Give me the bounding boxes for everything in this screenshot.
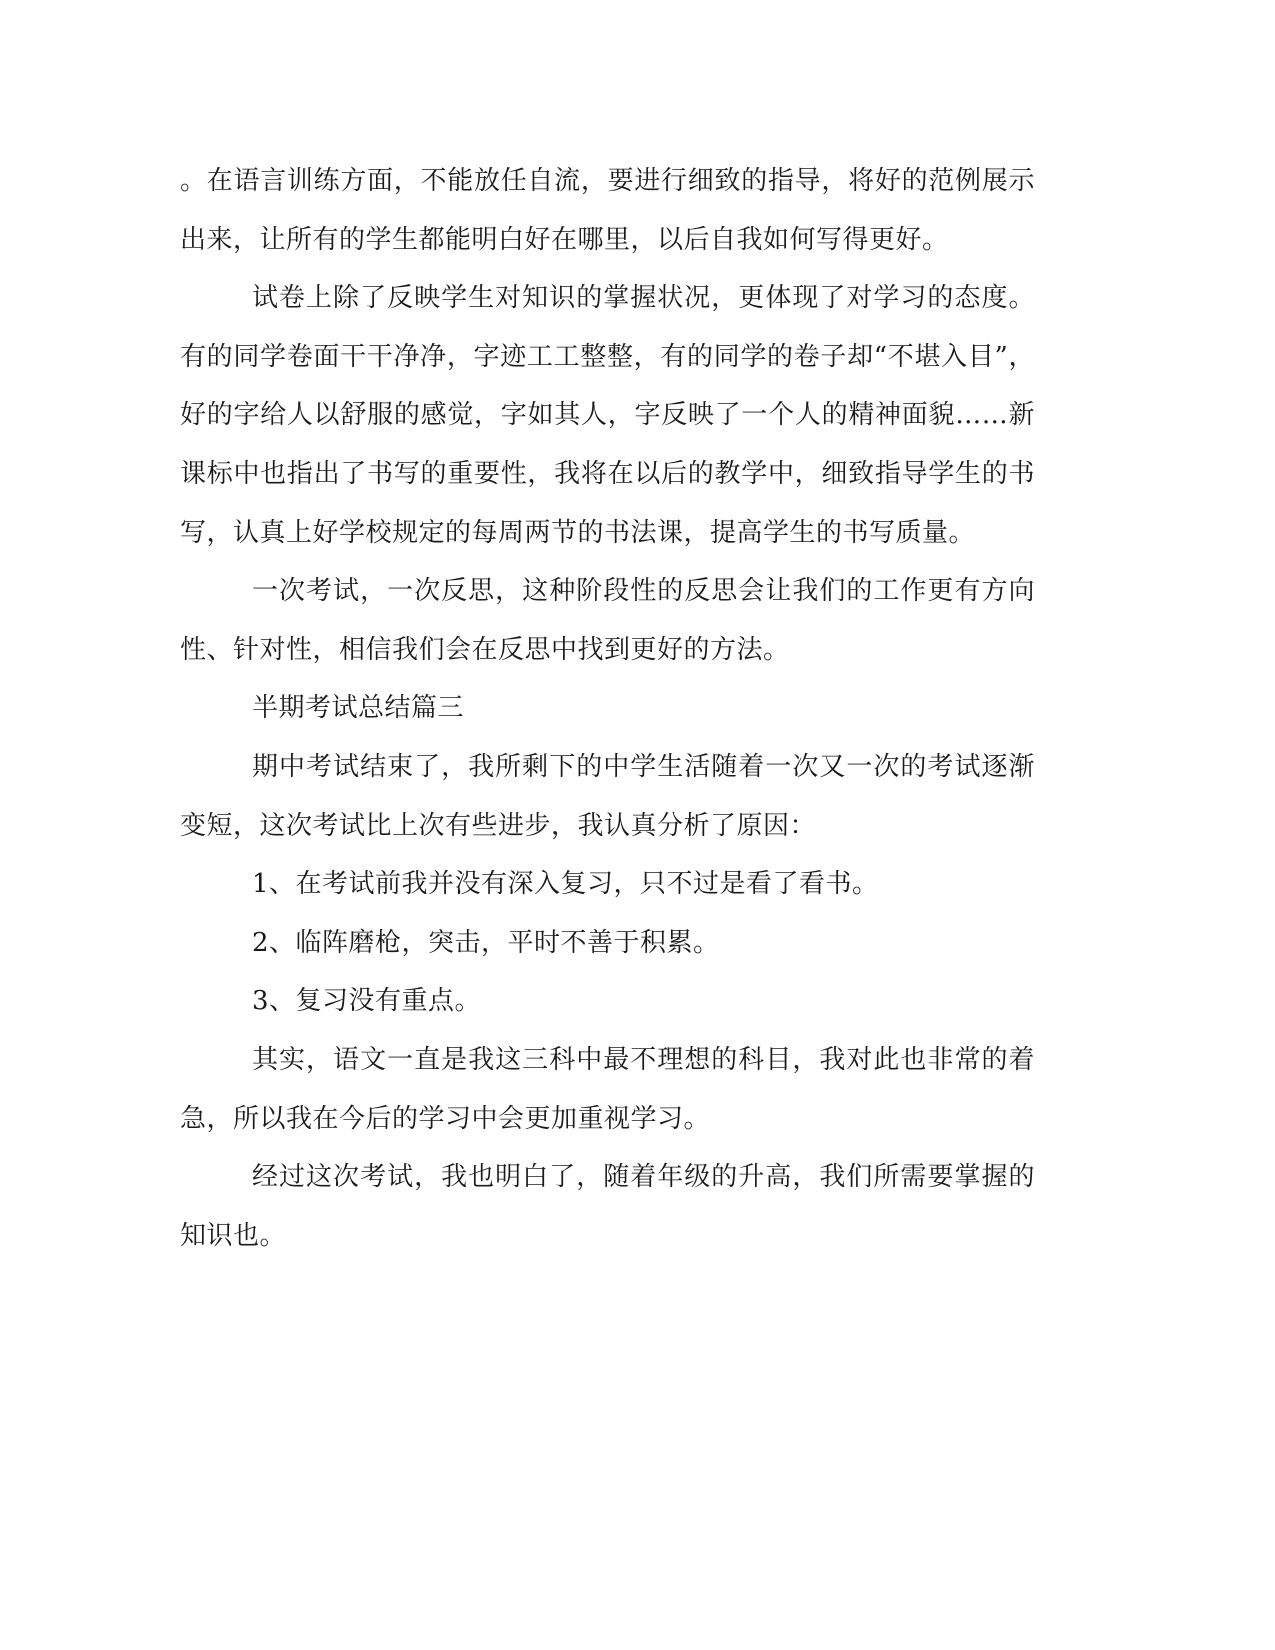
paragraph-chinese-subject: 其实，语文一直是我这三科中最不理想的科目，我对此也非常的着急，所以我在今后的学习中会更加重视学习。 bbox=[180, 1044, 1035, 1134]
paragraph-midterm-intro: 期中考试结束了，我所剩下的中学生活随着一次又一次的考试逐渐变短，这次考试比上次有些进步，我认真分析了原因： bbox=[180, 751, 1035, 841]
list-item-1: 1、在考试前我并没有深入复习，只不过是看了看书。 bbox=[252, 869, 879, 900]
section-heading: 半期考试总结篇三 bbox=[252, 693, 465, 724]
list-item-2: 2、临阵磨枪，突击，平时不善于积累。 bbox=[252, 927, 720, 958]
paragraph-exam-attitude: 试卷上除了反映学生对知识的掌握状况，更体现了对学习的态度。有的同学卷面干干净净，字迹工工整整，有的同学的卷子却“不堪入目”，好的字给人以舒服的感觉，字如其人，字反映了一个人的精神面貌……新课标中也指出了书写的重要性，我将在以后的教学中，细致指导学生的书写，认真上好学校规定的每周两节的书法课，提高学生的书写质量。 bbox=[180, 283, 1035, 548]
paragraph-continuation: 。在语言训练方面，不能放任自流，要进行细致的指导，将好的范例展示出来，让所有的学生都能明白好在哪里，以后自我如何写得更好。 bbox=[180, 166, 1035, 255]
list-item-3: 3、复习没有重点。 bbox=[252, 986, 482, 1017]
paragraph-conclusion: 经过这次考试，我也明白了，随着年级的升高，我们所需要掌握的知识也。 bbox=[180, 1162, 1035, 1251]
paragraph-reflection: 一次考试，一次反思，这种阶段性的反思会让我们的工作更有方向性、针对性，相信我们会在反思中找到更好的方法。 bbox=[180, 576, 1035, 665]
document-body bbox=[180, 152, 1035, 1265]
